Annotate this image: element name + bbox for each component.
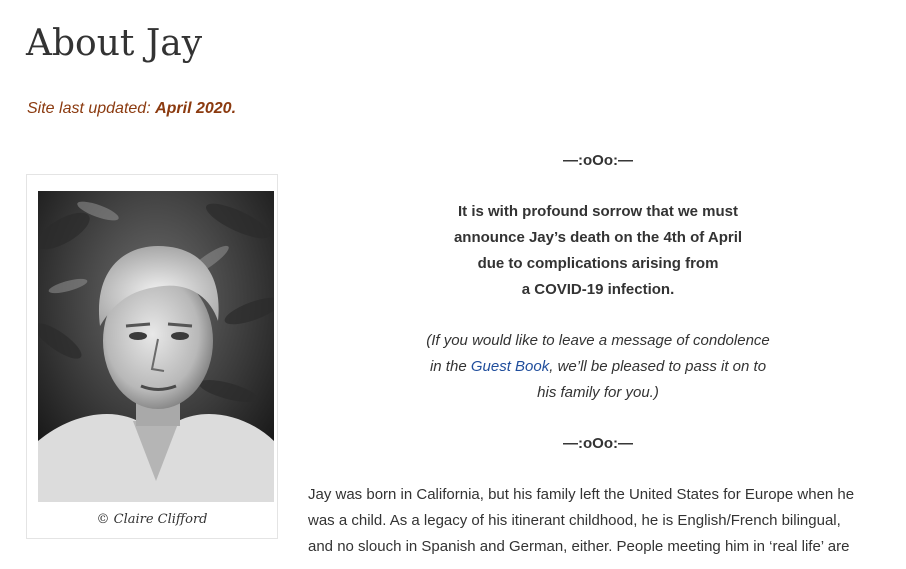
bio-line: Jay was born in California, but his family left the United States for Europe when he	[308, 486, 855, 503]
updated-date: April 2020.	[155, 100, 237, 117]
condolence-line	[298, 354, 898, 380]
notice-line: due to complications arising from	[477, 255, 719, 272]
death-notice	[298, 199, 898, 303]
main-content	[298, 148, 898, 560]
condolence-prefix: in the	[429, 358, 471, 375]
notice-line: a COVID-19 infection.	[521, 281, 675, 298]
condolence-message	[298, 328, 898, 406]
separator: —:oOo:—	[563, 152, 633, 169]
portrait-photo	[38, 191, 274, 502]
updated-label: Site last updated:	[27, 100, 151, 117]
portrait-frame	[26, 174, 278, 539]
guest-book-link[interactable]: Guest Book	[470, 358, 550, 375]
bio-line: was a child. As a legacy of his itinerant childhood, he is English/French bilingual,	[308, 512, 841, 529]
condolence-line: his family for you.)	[537, 384, 659, 401]
bio-line: and no slouch in Spanish and German, either. People meeting him in ‘real life’ are	[308, 538, 850, 555]
condolence-line: (If you would like to leave a message of condolence	[426, 332, 770, 349]
page-title: About Jay	[26, 23, 203, 64]
site-updated-notice	[27, 98, 236, 120]
biography-paragraph	[298, 482, 898, 560]
condolence-suffix: , we’ll be pleased to pass it on to	[549, 358, 767, 375]
photo-caption: © Claire Clifford	[96, 512, 208, 527]
notice-line: announce Jay’s death on the 4th of April	[453, 229, 743, 246]
separator: —:oOo:—	[563, 435, 633, 452]
notice-line: It is with profound sorrow that we must	[458, 203, 738, 220]
